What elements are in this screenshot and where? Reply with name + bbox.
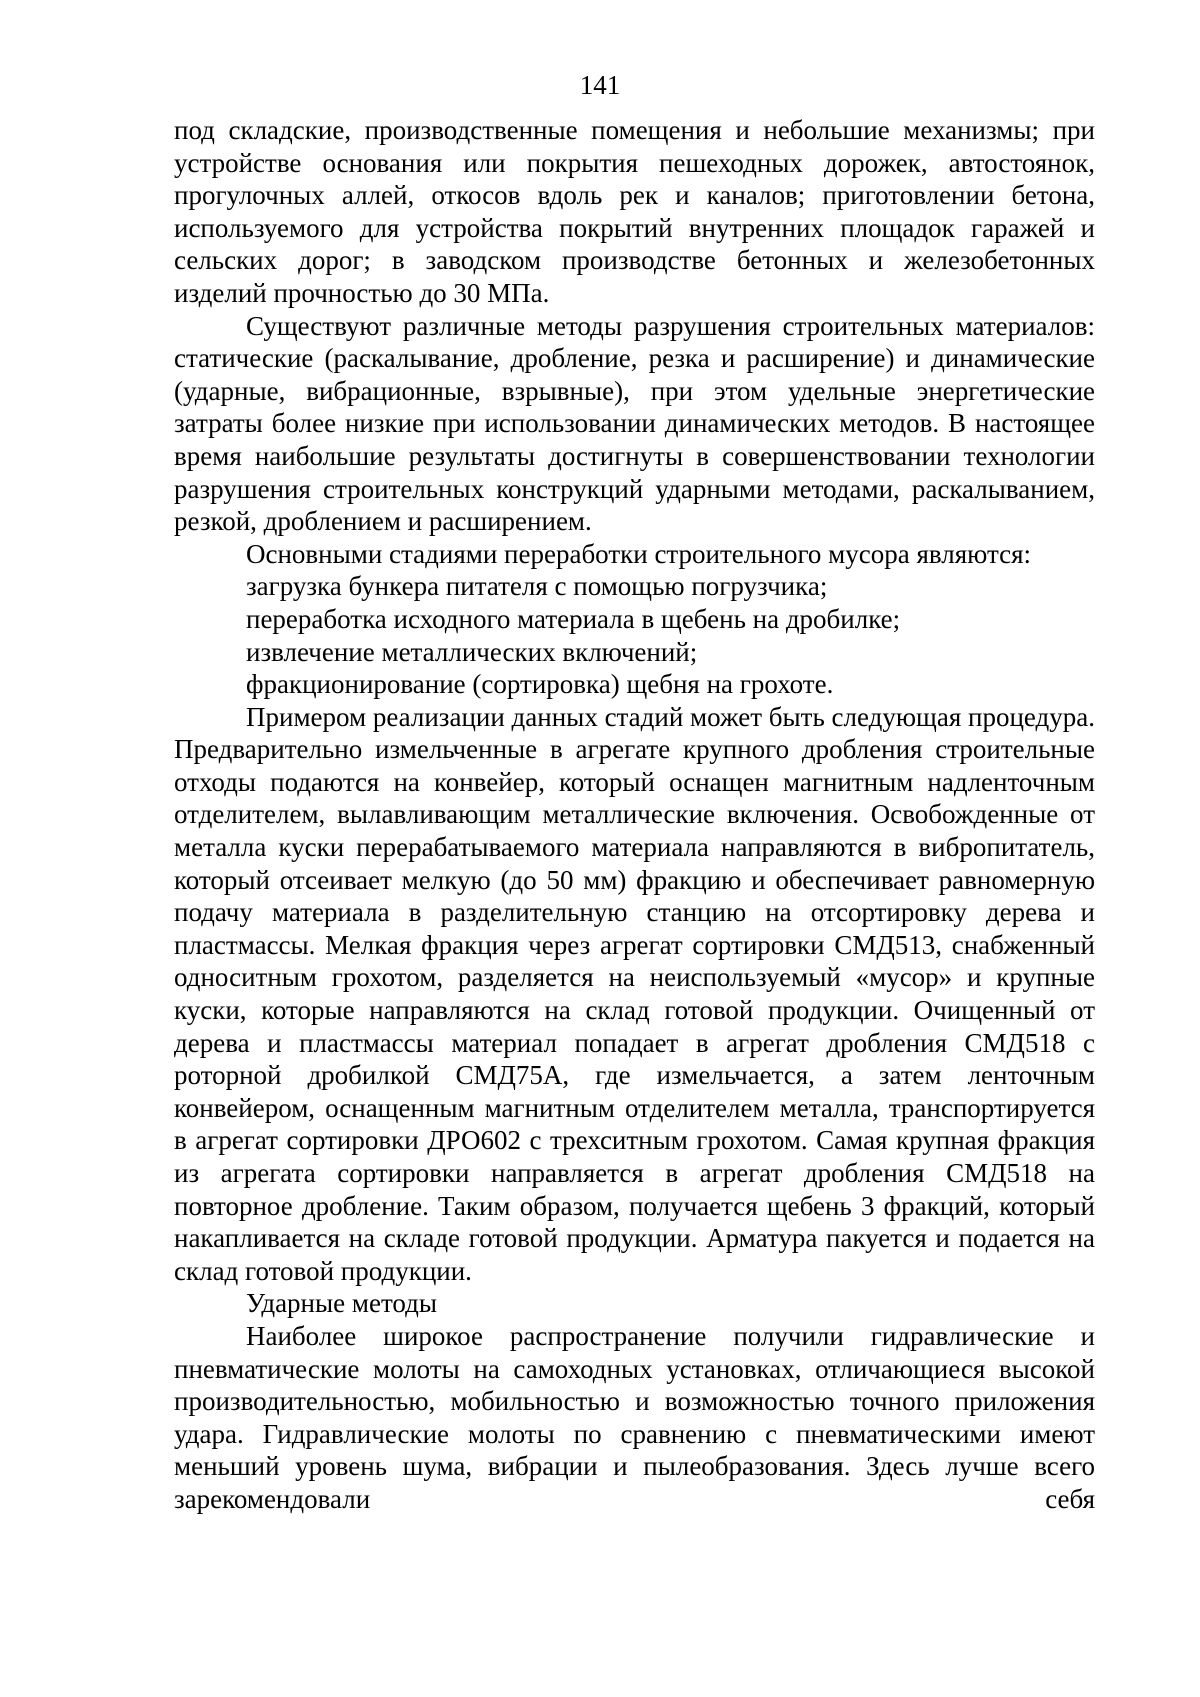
body-text — [174, 114, 1095, 1516]
paragraph-hammers: Наиболее широкое распространение получили гидравлические и пневматические молоты на самоходных установках, отличающиеся высокой производительностью, мобильностью и возможностью точного приложения удара. Гидравлические молоты по сравнению с пневматическими имеют меньший уровень шума, вибрации и пылеобразования. Здесь лучше всего зарекомендовали себя — [174, 1320, 1095, 1514]
page-number: 141 — [579, 70, 621, 100]
list-item-stage: фракционирование (сортировка) щебня на грохоте. — [246, 669, 834, 700]
paragraph-stages-intro: Основными стадиями переработки строительного мусора являются: — [246, 538, 1032, 569]
list-item-stage: загрузка бункера питателя с помощью погрузчика; — [246, 571, 828, 602]
list-item-stage: переработка исходного материала в щебень на дробилке; — [246, 603, 901, 634]
paragraph-procedure-example: Примером реализации данных стадий может быть следующая процедура. Предварительно измельченные в агрегате крупного дробления строительные отходы подаются на конвейер, который оснащен магнитным надленточным отделителем, вылавливающим металлические включения. Освобожденные от металла куски перерабатываемого материала направляются в вибропитатель, который отсеивает мелкую (до 50 мм) фракцию и обеспечивает равномерную подачу материала в разделительную станцию на отсортировку дерева и пластмассы. Мелкая фракция через агрегат сортировки СМД513, снабженный односитным грохотом, разделяется на неиспользуемый «мусор» и крупные куски, которые направляются на склад готовой продукции. Очищенный от дерева и пластмассы материал попадает в агрегат дробления СМД518 с роторной дробилкой СМД75А, где измельчается, а затем ленточным конвейером, оснащенным магнитным отделителем металла, транспортируется в агрегат сортировки ДРО602 с трехситным грохотом. Самая крупная фракция из агрегата сортировки направляется в агрегат дробления СМД518 на повторное дробление. Таким образом, получается щебень 3 фракций, который накапливается на складе готовой продукции. Арматура пакуется и подается на склад готовой продукции. — [174, 701, 1095, 1286]
section-heading-impact-methods: Ударные методы — [246, 1288, 437, 1319]
list-item-stage: извлечение металлических включений; — [246, 636, 698, 667]
paragraph-destruction-methods: Существуют различные методы разрушения строительных материалов: статические (раскалывание, дробление, резка и расширение) и динамические (ударные, вибрационные, взрывные), при этом удельные энергетические затраты более низкие при использовании динамических методов. В настоящее время наибольшие результаты достигнуты в совершенствовании технологии разрушения строительных конструкций ударными методами, раскалыванием, резкой, дроблением и расширением. — [174, 310, 1095, 537]
paragraph-continuation: под складские, производственные помещения и небольшие механизмы; при устройстве основания или покрытия пешеходных дорожек, автостоянок, прогулочных аллей, откосов вдоль рек и каналов; приготовлении бетона, используемого для устройства покрытий внутренних площадок гаражей и сельских дорог; в заводском производстве бетонных и железобетонных изделий прочностью до 30 МПа. — [174, 115, 1095, 308]
